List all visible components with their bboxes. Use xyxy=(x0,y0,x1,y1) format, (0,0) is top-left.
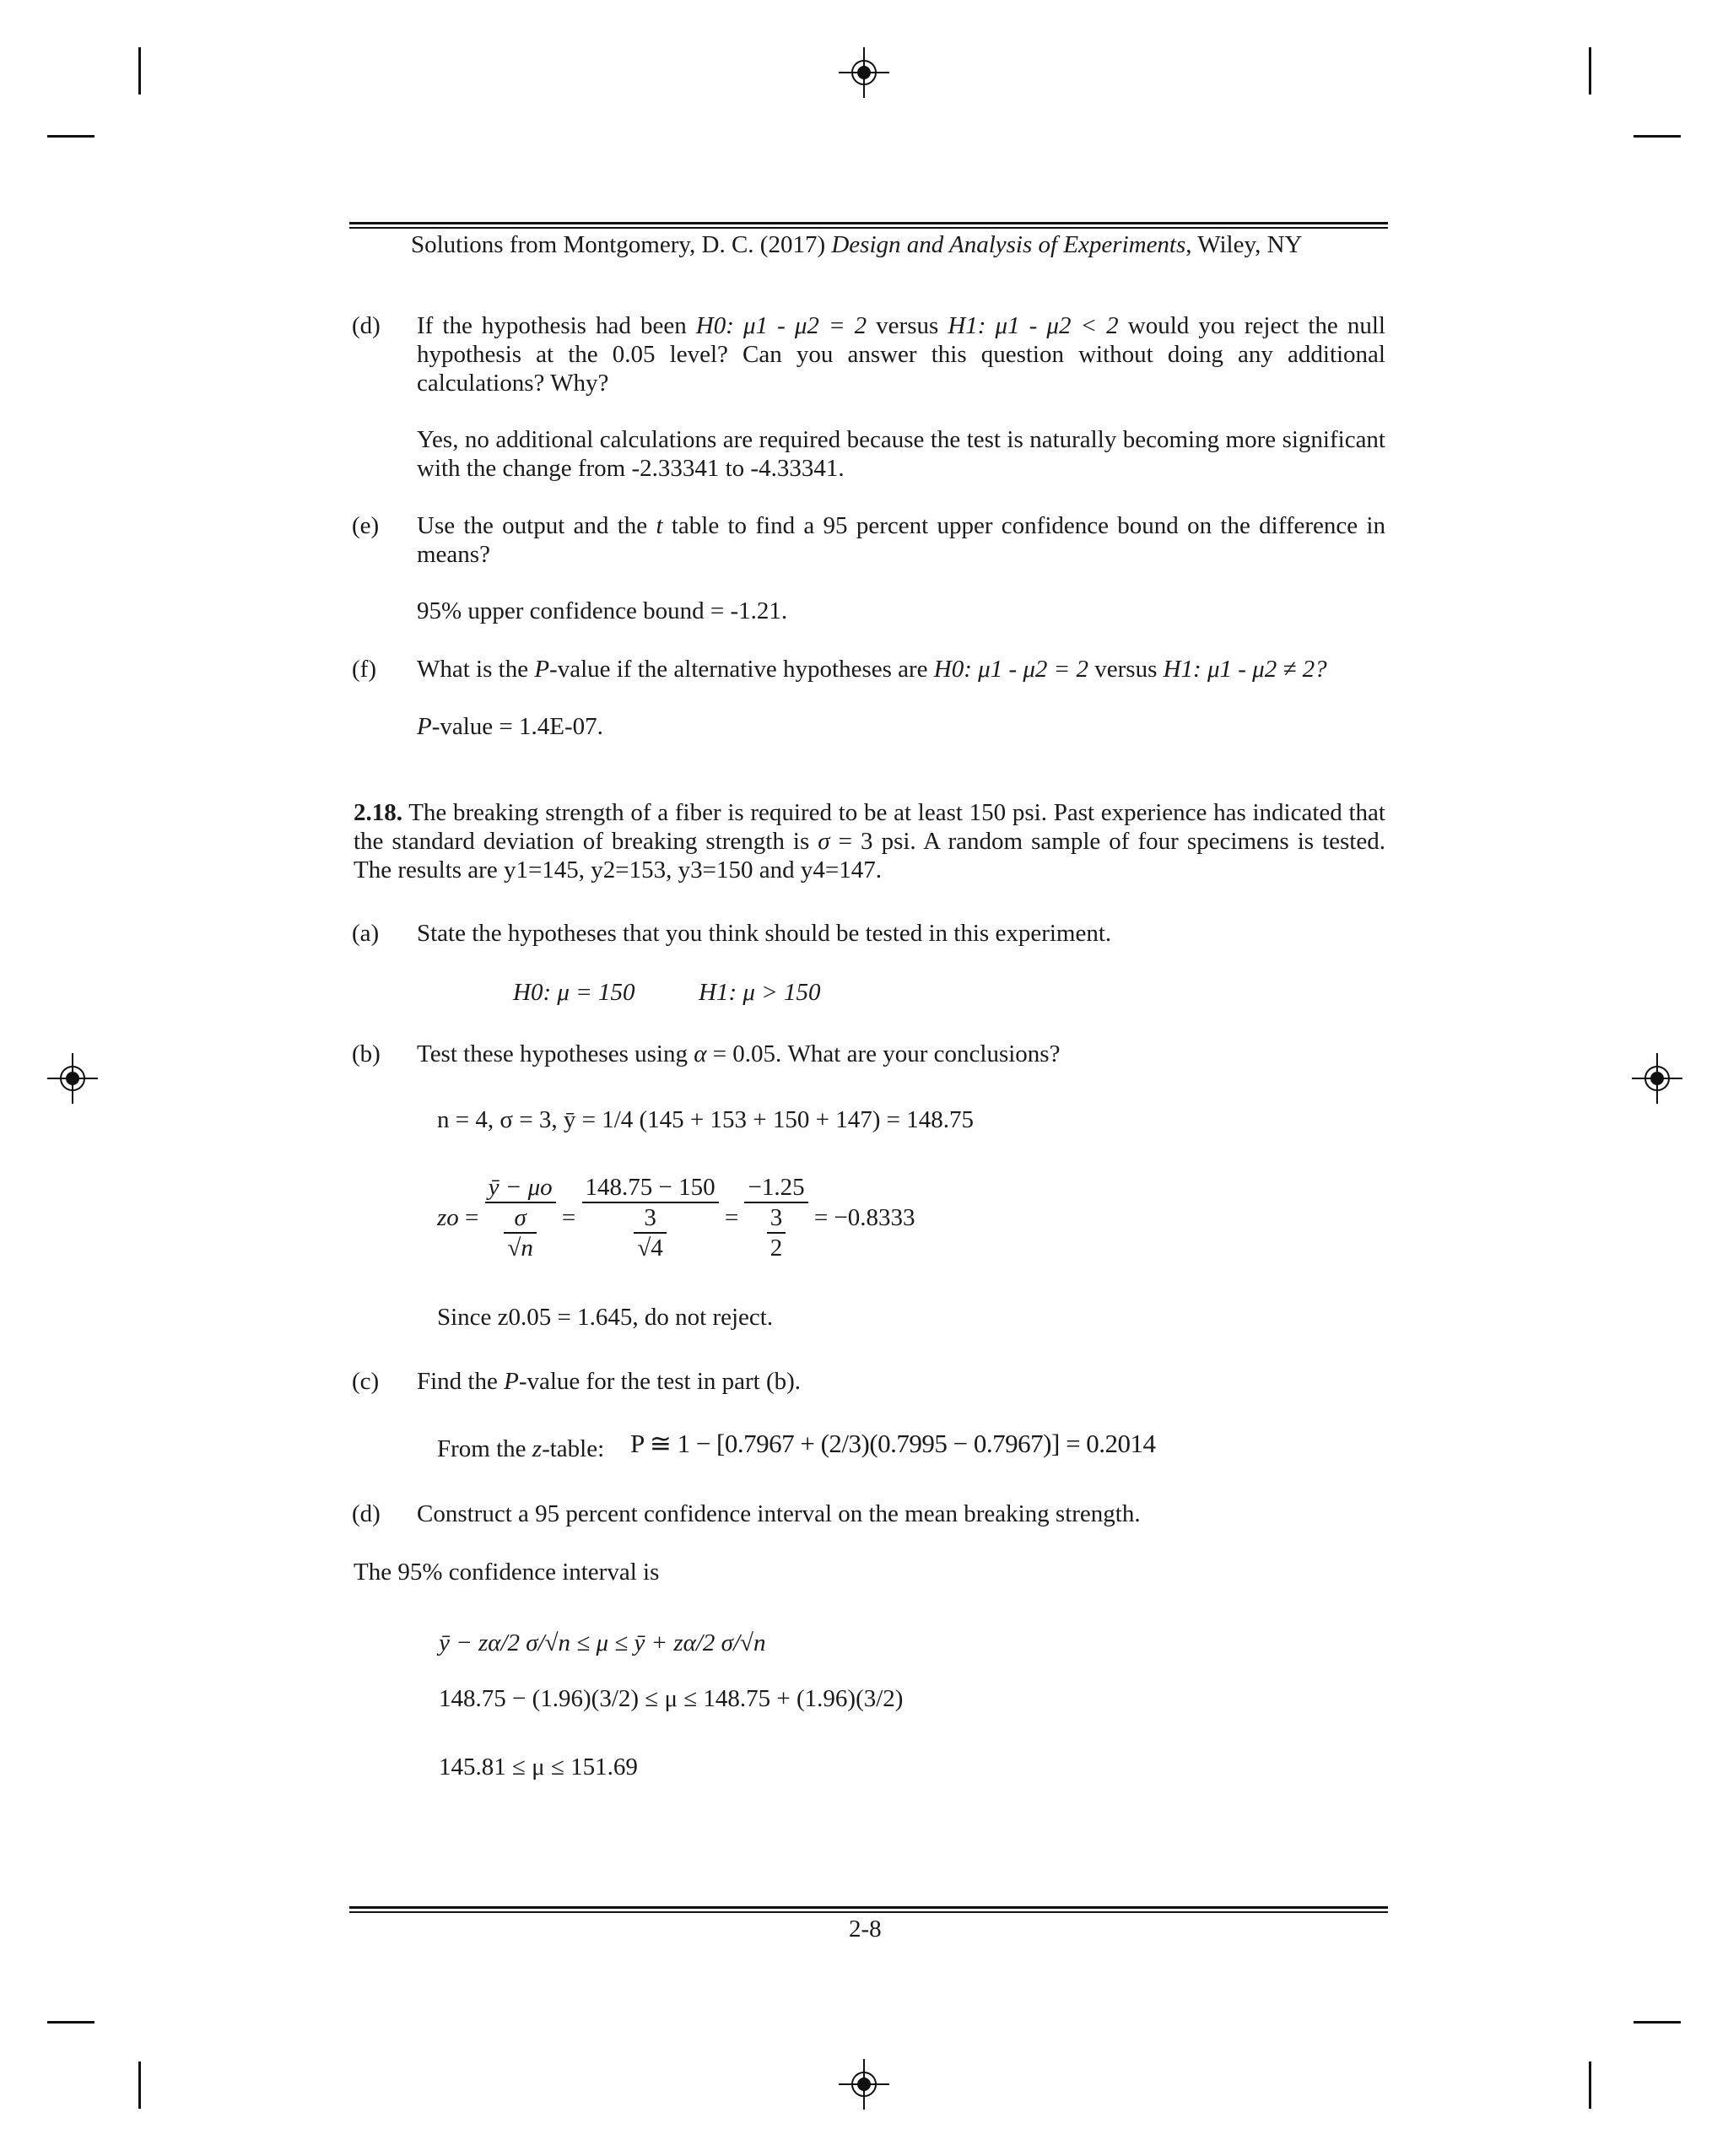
crop-mark-top-left-h xyxy=(47,135,94,138)
ci-result: 145.81 ≤ μ ≤ 151.69 xyxy=(439,1753,638,1780)
z-lhs: zo xyxy=(437,1204,459,1231)
part-e-prev-answer: 95% upper confidence bound = -1.21. xyxy=(417,597,788,624)
part-d-label: (d) xyxy=(352,1500,381,1527)
ci-intro: The 95% confidence interval is xyxy=(354,1559,660,1586)
part-f-prev-label: (f) xyxy=(352,656,376,683)
part-a-question: State the hypotheses that you think should be tested in this experiment. xyxy=(417,920,1112,947)
header-rule-top xyxy=(349,222,1388,224)
hypothesis-h0: H0: μ = 150 xyxy=(513,979,635,1006)
z-statistic-equation: zo = $\frac{ȳ - \mu o}{\frac{\sigma}{√n}}$ = $\frac{148.75 - 150}{\frac{3}{√4}}$ = $\frac{-1.25}{\frac{3}{2}}$ = −0.8333 xyxy=(437,1174,915,1262)
registration-mark-left-icon xyxy=(47,1053,98,1104)
fraction-simplified: $\frac{-1.25}{\frac{3}{2}}$ xyxy=(744,1173,807,1262)
part-b-question: Test these hypotheses using α = 0.05. What are your conclusions? xyxy=(417,1040,1061,1067)
problem-number: 2.18. xyxy=(354,799,402,826)
header-rule-bottom xyxy=(349,227,1388,229)
problem-2-18-statement: 2.18. The breaking strength of a fiber is required to be at least 150 psi. Past experience has indicated that the standard deviation of breaking strength is σ = 3 psi. A random sample of four specimens is tested. The results are y1=145, y2=153, y3=150 and y4=147. xyxy=(354,799,1385,883)
running-header xyxy=(411,230,1302,259)
problem-results: y1=145, y2=153, y3=150 and y4=147. xyxy=(503,856,882,883)
crop-mark-bottom-left-v xyxy=(138,2061,141,2109)
registration-mark-bottom-icon xyxy=(839,2059,889,2110)
crop-mark-bottom-right-h xyxy=(1634,2021,1681,2024)
fraction-general: $\frac{ȳ - \mu o}{\frac{\sigma}{√n}}$ xyxy=(485,1173,556,1262)
page-number: 2-8 xyxy=(849,1916,882,1943)
part-e-prev-label: (e) xyxy=(352,512,380,539)
part-b-conclusion: Since z0.05 = 1.645, do not reject. xyxy=(437,1304,774,1331)
part-b-given: n = 4, σ = 3, ȳ = 1/4 (145 + 153 + 150 + 147) = 148.75 xyxy=(437,1106,974,1133)
part-c-label: (c) xyxy=(352,1368,380,1395)
part-f-prev-answer: P-value = 1.4E-07. xyxy=(417,713,603,740)
p-value-formula: P ≅ 1 − [0.7967 + (2/3)(0.7995 − 0.7967)] = 0.2014 xyxy=(630,1429,1156,1458)
z-value: = −0.8333 xyxy=(813,1204,915,1231)
crop-mark-bottom-left-h xyxy=(47,2021,94,2024)
ci-numeric: 148.75 − (1.96)(3/2) ≤ μ ≤ 148.75 + (1.96)(3/2) xyxy=(439,1685,904,1712)
hypothesis-h1: H1: μ > 150 xyxy=(699,979,821,1006)
part-d-prev-question: If the hypothesis had been H0: μ1 - μ2 = 2 versus H1: μ1 - μ2 < 2 would you reject the null hypothesis at the 0.05 level? Can you answer this question without doing any additional calculations? Why? xyxy=(417,312,1385,397)
footer-rule-bottom xyxy=(349,1911,1388,1913)
part-d-prev-label: (d) xyxy=(352,312,381,339)
crop-mark-top-right-v xyxy=(1589,47,1591,95)
registration-mark-right-icon xyxy=(1632,1053,1682,1104)
part-f-prev-question: What is the P-value if the alternative hypotheses are H0: μ1 - μ2 = 2 versus H1: μ1 - μ2 ≠ 2? xyxy=(417,656,1327,683)
part-d-prev-answer: Yes, no additional calculations are required because the test is naturally becoming more significant with the change from -2.33341 to -4.33341. xyxy=(417,426,1385,482)
fraction-numeric: $\frac{148.75 - 150}{\frac{3}{√4}}$ xyxy=(582,1173,719,1262)
crop-mark-bottom-right-v xyxy=(1589,2061,1591,2109)
crop-mark-top-left-v xyxy=(138,47,141,95)
registration-mark-top-icon xyxy=(839,47,889,98)
part-c-ztable: From the z-table: xyxy=(437,1435,605,1462)
crop-mark-top-right-h xyxy=(1634,135,1681,138)
ci-formula: ȳ − zα/2 σ/√n ≤ μ ≤ ȳ + zα/2 σ/√n xyxy=(439,1629,766,1656)
part-b-label: (b) xyxy=(352,1040,381,1067)
header-book-title: Design and Analysis of Experiments xyxy=(831,231,1186,258)
footer-rule-top xyxy=(349,1906,1388,1909)
part-d-prev-h0: H0: μ1 - μ2 = 2 xyxy=(695,312,867,339)
part-c-question: Find the P-value for the test in part (b). xyxy=(417,1368,802,1395)
header-suffix: , Wiley, NY xyxy=(1185,231,1303,258)
header-prefix: Solutions from Montgomery, D. C. (2017) xyxy=(411,231,832,258)
part-d-prev-h1: H1: μ1 - μ2 < 2 xyxy=(948,312,1119,339)
part-e-prev-question: Use the output and the t table to find a 95 percent upper confidence bound on the difference in means? xyxy=(417,512,1385,568)
part-d-question: Construct a 95 percent confidence interval on the mean breaking strength. xyxy=(417,1500,1141,1527)
part-a-label: (a) xyxy=(352,920,380,947)
